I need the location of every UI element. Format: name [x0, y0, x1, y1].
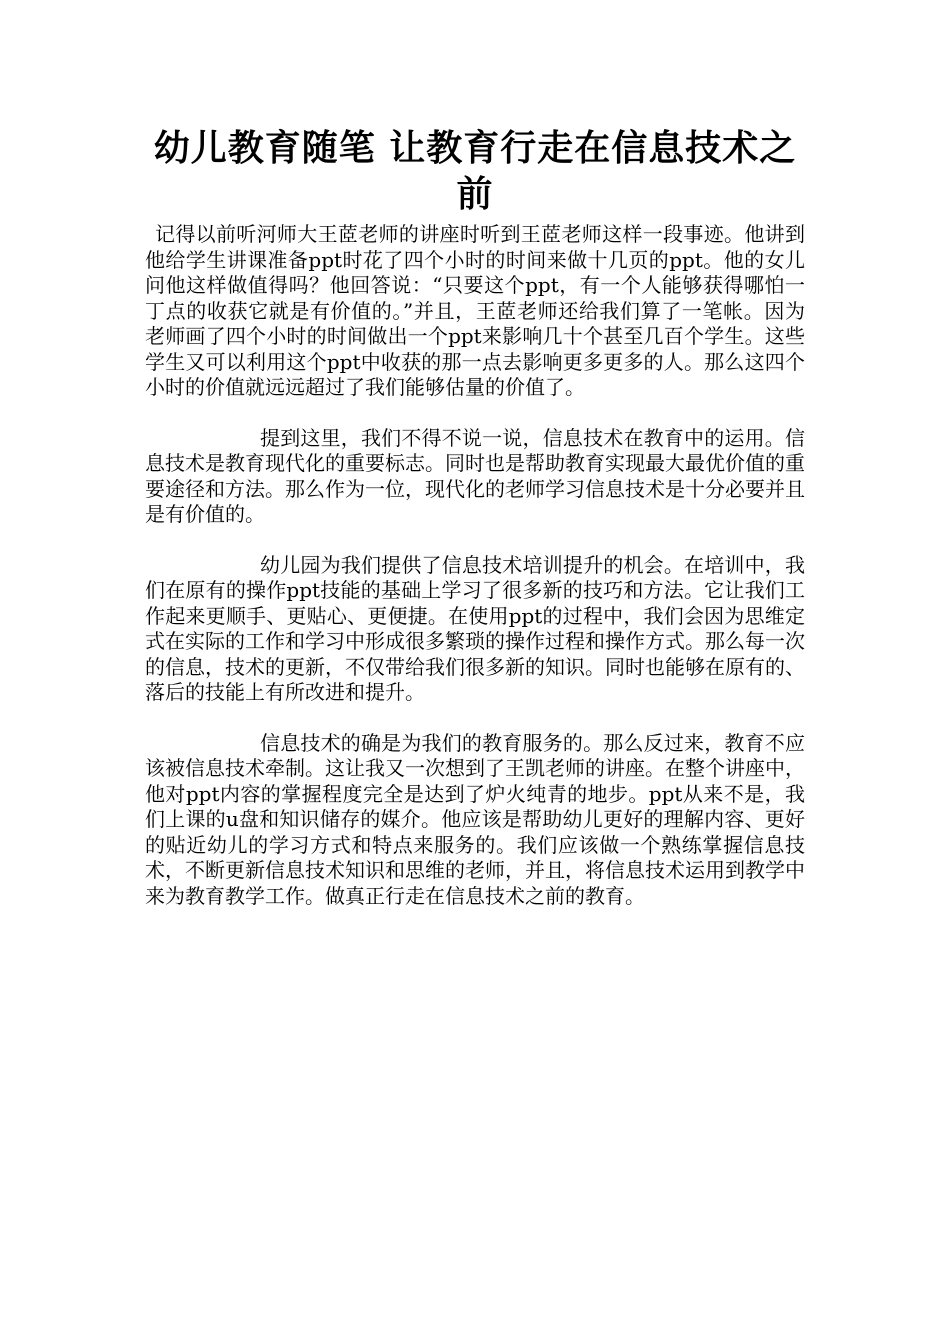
paragraph-2: 提到这里，我们不得不说一说，信息技术在教育中的运用。信息技术是教育现代化的重要标志。同时也是帮助教育实现最大最优价值的重要途径和方法。那么作为一位，现代化的老师学习信息技术是十分必要并且是有价值的。 [145, 425, 805, 526]
document-title: 幼儿教育随笔 让教育行走在信息技术之前 [153, 128, 797, 215]
paragraph-1: 记得以前听河师大王茝老师的讲座时听到王茝老师这样一段事迹。他讲到他给学生讲课准备ppt时花了四个小时的时间来做十几页的ppt。他的女儿问他这样做值得吗？他回答说：“只要这个ppt，有一个人能够获得哪怕一丁点的收获它就是有价值的。”并且，王茝老师还给我们算了一笔帐。因为老师画了四个小时的时间做出一个ppt来影响几十个甚至几百个学生。这些学生又可以利用这个ppt中收获的那一点去影响更多更多的人。那么这四个小时的价值就远远超过了我们能够估量的价值了。 [145, 222, 805, 399]
paragraph-4: 信息技术的确是为我们的教育服务的。那么反过来，教育不应该被信息技术牵制。这让我又一次想到了王凯老师的讲座。在整个讲座中，他对ppt内容的掌握程度完全是达到了炉火纯青的地步。ppt从来不是，我们上课的u盘和知识储存的媒介。他应该是帮助幼儿更好的理解内容、更好的贴近幼儿的学习方式和特点来服务的。我们应该做一个熟练掌握信息技术，不断更新信息技术知识和思维的老师，并且，将信息技术运用到教学中来为教育教学工作。做真正行走在信息技术之前的教育。 [145, 730, 805, 908]
paragraph-3: 幼儿园为我们提供了信息技术培训提升的机会。在培训中，我们在原有的操作ppt技能的基础上学习了很多新的技巧和方法。它让我们工作起来更顺手、更贴心、更便捷。在使用ppt的过程中，我们会因为思维定式在实际的工作和学习中形成很多繁琐的操作过程和操作方式。那么每一次的信息，技术的更新，不仅带给我们很多新的知识。同时也能够在原有的、落后的技能上有所改进和提升。 [145, 552, 805, 704]
document-body [145, 222, 805, 934]
